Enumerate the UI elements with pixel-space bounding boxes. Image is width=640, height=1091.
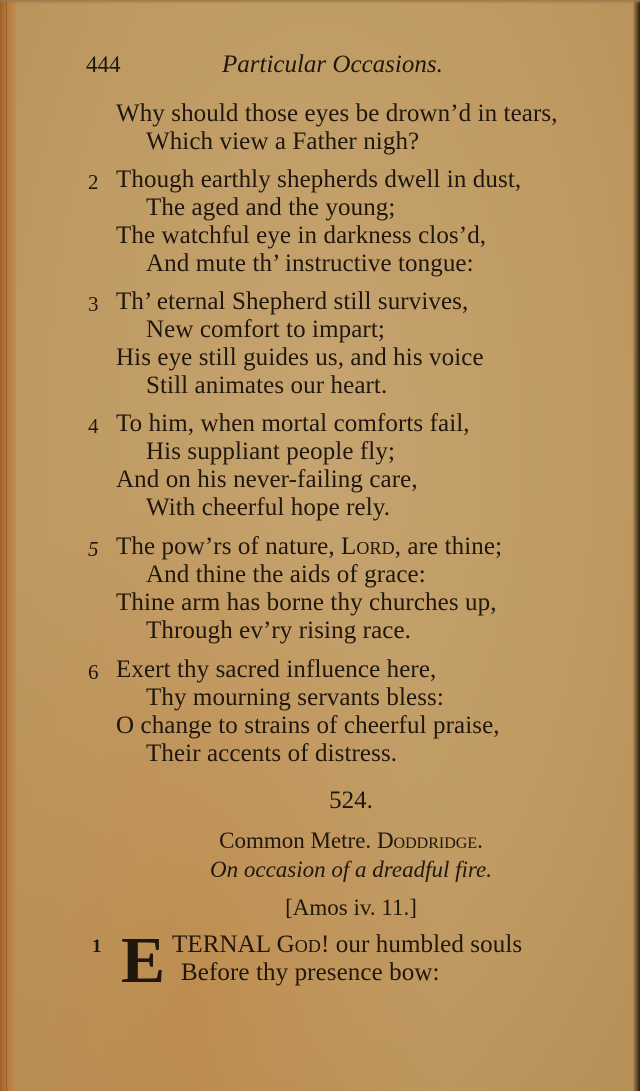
hymn-meter-author — [0, 828, 640, 854]
page-number: 444 — [86, 52, 121, 77]
stanza-number: 2 — [88, 170, 99, 194]
page-right-edge — [633, 0, 640, 1091]
verse-line: With cheerful hope rely. — [146, 494, 391, 521]
verse-line: Exert thy sacred influence here, — [116, 656, 437, 683]
verse-line: And on his never-failing care, — [116, 466, 418, 493]
verse-line: The aged and the young; — [146, 194, 396, 221]
scripture-reference: [Amos iv. 11.] — [285, 895, 417, 920]
verse-line: To him, when mortal comforts fail, — [116, 410, 470, 437]
gutter-line — [6, 0, 7, 1091]
page-gutter — [0, 0, 16, 1091]
verse-line: The watchful eye in darkness clos’d, — [116, 222, 487, 249]
hymn-occasion: On occasion of a dreadful fire. — [210, 857, 492, 882]
verse-line: Before thy presence bow: — [181, 959, 440, 986]
verse-line: His eye still guides us, and his voice — [116, 344, 484, 371]
verse-line: New comfort to impart; — [146, 316, 385, 343]
verse-line: Thy mourning servants bless: — [146, 684, 444, 711]
verse-line: Still animates our heart. — [146, 372, 388, 399]
verse-text: The pow’rs of nature, — [116, 533, 342, 560]
verse-line: O change to strains of cheerful praise, — [116, 712, 500, 739]
verse-line: Their accents of distress. — [146, 740, 398, 767]
stanza-number: 4 — [88, 414, 99, 438]
verse-line: Th’ eternal Shepherd still survives, — [116, 288, 469, 315]
verse-line: And mute th’ instructive tongue: — [146, 250, 474, 277]
running-title: Particular Occasions. — [222, 51, 443, 78]
verse-line — [116, 533, 502, 561]
verse-text: ! our humbled souls — [321, 931, 523, 958]
hymn-author: Doddridge. — [376, 828, 483, 853]
hymn-meter: Common Metre. — [219, 828, 372, 853]
verse-line: His suppliant people fly; — [146, 438, 395, 465]
stanza-number: 6 — [88, 660, 99, 684]
verse-line: And thine the aids of grace: — [146, 561, 426, 588]
verse-line — [172, 931, 522, 959]
stanza-number: 1 — [92, 936, 102, 957]
verse-text: TERNAL — [172, 931, 271, 958]
hymn-number: 524. — [329, 787, 373, 814]
divine-name-god: God — [276, 931, 321, 958]
drop-cap: E — [121, 924, 166, 997]
verse-text: , are thine; — [394, 533, 503, 560]
divine-name-lord: Lord — [341, 533, 395, 560]
verse-line: Which view a Father nigh? — [146, 128, 420, 155]
stanza-number: 3 — [88, 292, 99, 316]
verse-line: Why should those eyes be drown’d in tears, — [116, 100, 558, 127]
verse-line: Thine arm has borne thy churches up, — [116, 589, 497, 616]
page-top-edge — [0, 0, 640, 4]
verse-line: Though earthly shepherds dwell in dust, — [116, 166, 522, 193]
verse-line: Through ev’ry rising race. — [146, 617, 412, 644]
stanza-number: 5 — [88, 537, 99, 561]
